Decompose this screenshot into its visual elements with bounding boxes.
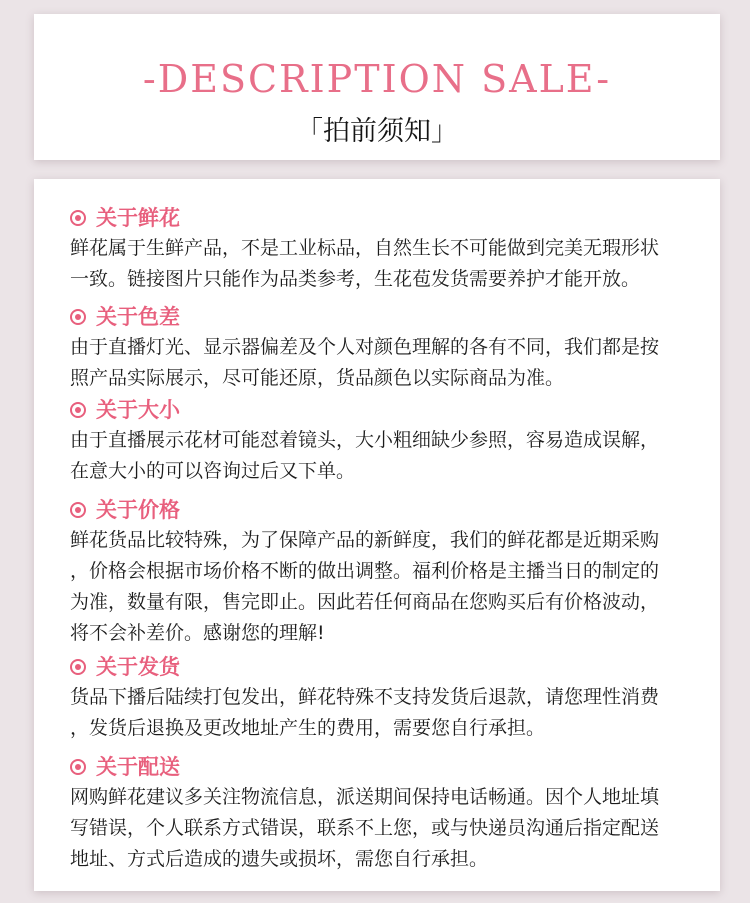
section-line: 鲜花属于生鲜产品，不是工业标品，自然生长不可能做到完美无瑕形状 (70, 237, 660, 259)
section-line: 鲜花货品比较特殊，为了保障产品的新鲜度，我们的鲜花都是近期采购 (70, 529, 660, 551)
target-bullet-icon (70, 759, 86, 775)
page-title: -DESCRIPTION SALE- (142, 57, 612, 101)
section-header (70, 203, 659, 233)
section-header (70, 495, 659, 525)
section-line: 由于直播灯光、显示器偏差及个人对颜色理解的各有不同，我们都是按 (70, 336, 660, 358)
section-body (70, 233, 659, 295)
section-color (70, 302, 659, 394)
section-title: 关于鲜花 (96, 206, 180, 230)
section-line: 地址、方式后造成的遗失或损坏，需您自行承担。 (70, 848, 489, 870)
section-header (70, 395, 659, 425)
section-header (70, 652, 659, 682)
section-title: 关于色差 (96, 305, 180, 329)
header-card (34, 14, 720, 160)
section-line: 由于直播展示花材可能怼着镜头，大小粗细缺少参照，容易造成误解， (70, 429, 660, 451)
target-bullet-icon (70, 502, 86, 518)
section-body (70, 332, 659, 394)
target-bullet-icon (70, 309, 86, 325)
section-line: 为准，数量有限，售完即止。因此若任何商品在您购买后有价格波动， (70, 591, 660, 613)
section-size (70, 395, 659, 487)
section-line: 将不会补差价。感谢您的理解! (70, 622, 325, 644)
section-line: 网购鲜花建议多关注物流信息，派送期间保持电话畅通。因个人地址填 (70, 786, 660, 808)
page-subtitle: 「拍前须知」 (296, 116, 458, 147)
section-line: 写错误，个人联系方式错误，联系不上您，或与快递员沟通后指定配送 (70, 817, 660, 839)
target-bullet-icon (70, 210, 86, 226)
section-body (70, 425, 659, 487)
section-title: 关于配送 (96, 755, 180, 779)
section-shipping (70, 652, 659, 744)
section-line: 在意大小的可以咨询过后又下单。 (70, 460, 356, 482)
section-body (70, 525, 659, 649)
section-header (70, 302, 659, 332)
section-line: 货品下播后陆续打包发出，鲜花特殊不支持发货后退款，请您理性消费 (70, 686, 660, 708)
section-line: 一致。链接图片只能作为品类参考，生花苞发货需要养护才能开放。 (70, 268, 641, 290)
section-title: 关于大小 (96, 398, 180, 422)
section-line: ，价格会根据市场价格不断的做出调整。福利价格是主播当日的制定的 (70, 560, 660, 582)
notice-card (34, 179, 720, 891)
section-title: 关于发货 (96, 655, 180, 679)
section-header (70, 752, 659, 782)
section-title: 关于价格 (96, 498, 180, 522)
section-price (70, 495, 659, 649)
section-body (70, 782, 659, 875)
section-line: 照产品实际展示，尽可能还原，货品颜色以实际商品为准。 (70, 367, 565, 389)
section-delivery (70, 752, 659, 875)
section-line: ，发货后退换及更改地址产生的费用，需要您自行承担。 (70, 717, 546, 739)
target-bullet-icon (70, 659, 86, 675)
target-bullet-icon (70, 402, 86, 418)
section-body (70, 682, 659, 744)
section-flowers (70, 203, 659, 295)
